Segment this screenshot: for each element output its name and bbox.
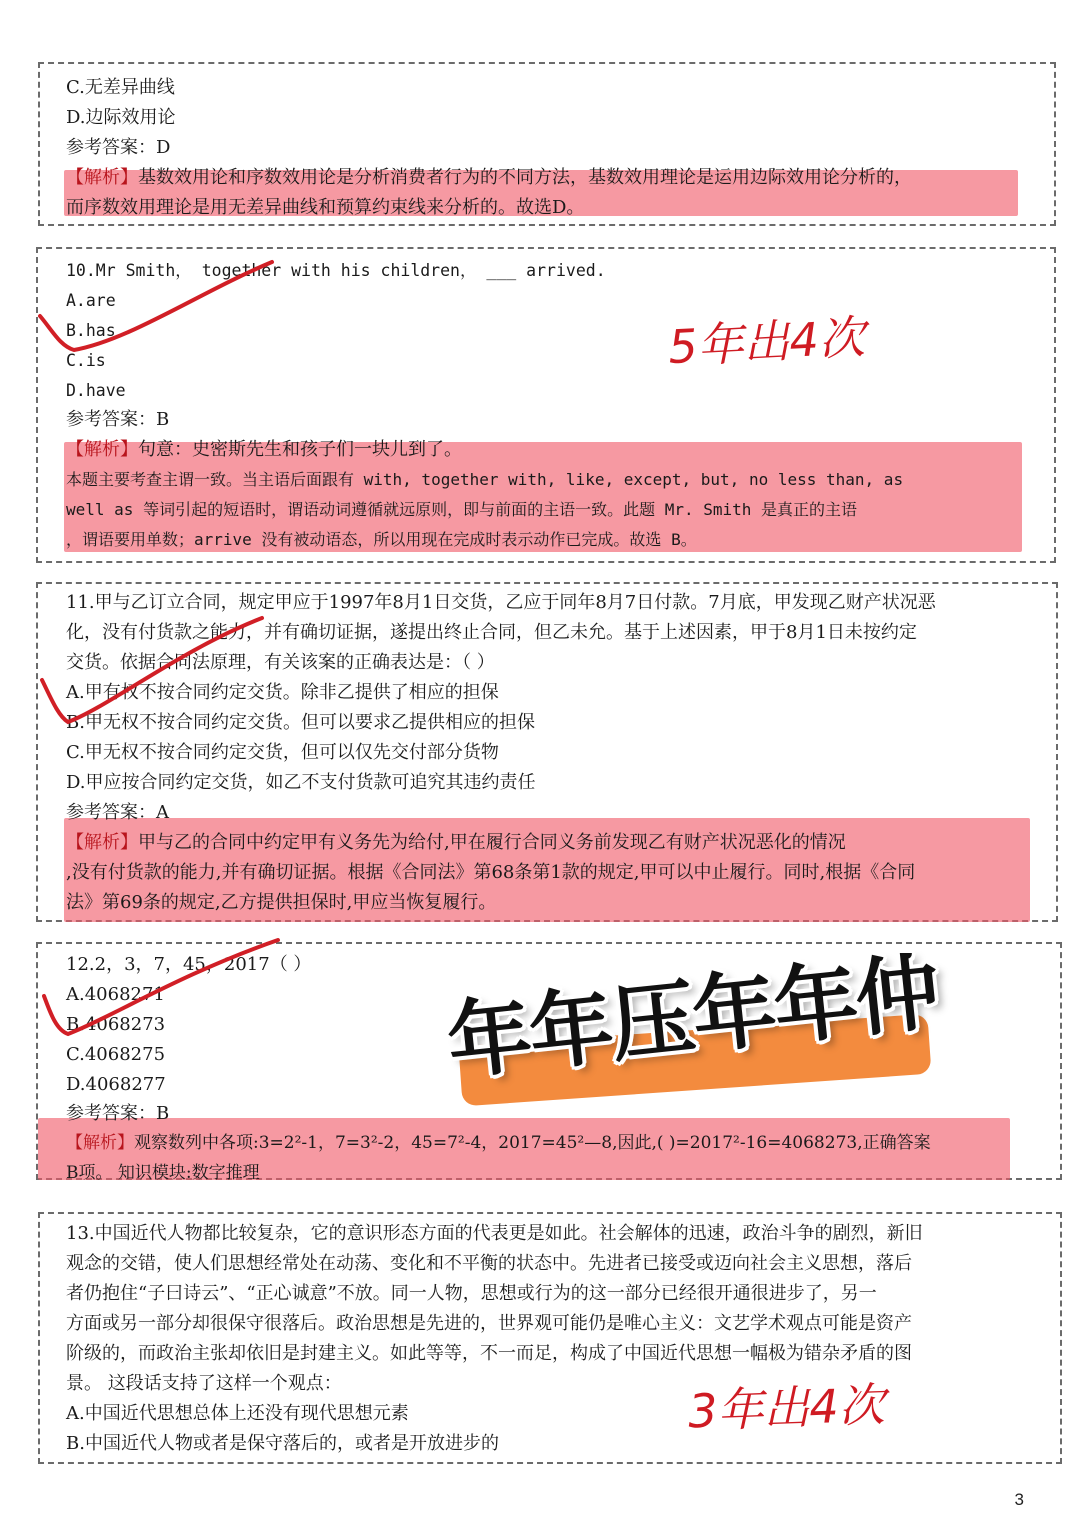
q13-stem-line-6: 景。 这段话支持了这样一个观点：	[66, 1373, 342, 1394]
q9-explanation-tag: 【解析】	[66, 167, 138, 188]
q9-explanation-line-2: 而序数效用理论是用无差异曲线和预算约束线来分析的。故选D。	[66, 197, 585, 218]
q11-option-a: A.甲有权不按合同约定交货。除非乙提供了相应的担保	[66, 682, 499, 703]
q13-stem-line-4: 方面或另一部分却很保守很落后。政治思想是先进的，世界观可能仍是唯心主义：文艺学术观点可能是资产	[66, 1313, 912, 1334]
q13-stem-line-3: 者仍抱住“子曰诗云”、“正心诚意”不放。同一人物，思想或行为的这一部分已经很开通很进步了，另一	[66, 1283, 877, 1304]
q13-stem-line-1: 13.中国近代人物都比较复杂，它的意识形态方面的代表更是如此。社会解体的迅速，政治斗争的剧烈，新旧	[66, 1223, 923, 1244]
q10-explanation-text: 句意：史密斯先生和孩子们一块儿到了。	[138, 439, 462, 460]
q11-option-b: B.甲无权不按合同约定交货。但可以要求乙提供相应的担保	[66, 712, 535, 733]
handwritten-note-5-years-4-times: 5年出4次	[666, 309, 866, 375]
q11-explanation-text: 甲与乙的合同中约定甲有义务先为给付,甲在履行合同义务前发现乙有财产状况恶化的情况	[138, 832, 846, 853]
q10-explanation-line-3: well as 等词引起的短语时，谓语动词遵循就远原则，即与前面的主语一致。此题 Mr. Smith 是真正的主语	[66, 500, 858, 519]
q10-explanation-line-4: ，谓语要用单数；arrive 没有被动语态，所以用现在完成时表示动作已完成。故选 B。	[66, 530, 697, 549]
q12-answer: 参考答案：B	[66, 1103, 170, 1124]
q10-option-c: C.is	[66, 351, 106, 370]
q13-option-a: A.中国近代思想总体上还没有现代思想元素	[66, 1403, 409, 1424]
q11-answer: 参考答案：A	[66, 802, 169, 823]
q12-explanation-text: 观察数列中各项:3=2²-1，7=3²-2，45=7²-4，2017=45²—8,因此,( )=2017²-16=4068273,正确答案	[134, 1133, 931, 1153]
q12-option-d: D.4068277	[66, 1074, 166, 1095]
q10-answer: 参考答案：B	[66, 409, 170, 430]
q10-explanation-tag: 【解析】	[66, 439, 138, 460]
q10-option-a: A.are	[66, 291, 116, 310]
q12-option-b: B.4068273	[66, 1014, 166, 1035]
q13-option-b: B.中国近代人物或者是保守落后的，或者是开放进步的	[66, 1433, 499, 1454]
q11-option-c: C.甲无权不按合同约定交货，但可以仅先交付部分货物	[66, 742, 499, 763]
q10-option-d: D.have	[66, 381, 126, 400]
q12-option-a: A.4068271	[66, 984, 165, 1005]
q11-explanation-line-2: ,没有付货款的能力,并有确切证据。根据《合同法》第68条第1款的规定,甲可以中止履行。同时,根据《合同	[66, 862, 916, 883]
q12-option-c: C.4068275	[66, 1044, 166, 1065]
q12-stem: 12.2，3，7，45，2017（ ）	[66, 954, 312, 975]
q11-explanation-tag: 【解析】	[66, 832, 138, 853]
q11-stem-line-1: 11.甲与乙订立合同，规定甲应于1997年8月1日交货，乙应于同年8月7日付款。7月底，甲发现乙财产状况恶	[66, 592, 936, 613]
page-number: 3	[1014, 1490, 1024, 1509]
q10-explanation-line-2: 本题主要考查主谓一致。当主语后面跟有 with, together with, like, except, but, no less than, as	[66, 470, 904, 489]
handwritten-note-3-years-4-times: 3年出4次	[687, 1377, 886, 1439]
q12-explanation-line-2: B项。 知识模块:数字推理	[66, 1163, 260, 1183]
q13-stem-line-2: 观念的交错，使人们思想经常处在动荡、变化和不平衡的状态中。先进者已接受或迈向社会主义思想，落后	[66, 1253, 912, 1274]
q11-explanation-line-3: 法》第69条的规定,乙方提供担保时,甲应当恢复履行。	[66, 892, 497, 913]
q10-option-b: B.has	[66, 321, 116, 340]
q9-answer: 参考答案：D	[66, 137, 171, 158]
q10-stem: 10.Mr Smith， together with his children， ___ arrived.	[66, 261, 606, 280]
check-mark-q12	[44, 940, 278, 1034]
q9-explanation-text: 基数效用论和序数效用论是分析消费者行为的不同方法，基数效用理论是运用边际效用论分析的，	[138, 167, 912, 188]
sticker-text: 年年压年年仲	[442, 942, 943, 1092]
q11-option-d: D.甲应按合同约定交货，如乙不支付货款可追究其违约责任	[66, 772, 536, 793]
check-mark-q11	[42, 618, 262, 722]
q11-stem-line-3: 交货。依据合同法原理，有关该案的正确表达是：（ ）	[66, 652, 495, 673]
q9-option-d: D.边际效用论	[66, 107, 176, 128]
q9-option-c: C.无差异曲线	[66, 77, 175, 98]
q12-explanation-tag: 【解析】	[66, 1133, 134, 1153]
q11-stem-line-2: 化，没有付货款之能力，并有确切证据，遂提出终止合同，但乙未允。基于上述因素，甲于8月1日未按约定	[66, 622, 917, 643]
q13-stem-line-5: 阶级的，而政治主张却依旧是封建主义。如此等等，不一而足，构成了中国近代思想一幅极为错杂矛盾的图	[66, 1343, 912, 1364]
check-mark-q10	[40, 262, 272, 350]
